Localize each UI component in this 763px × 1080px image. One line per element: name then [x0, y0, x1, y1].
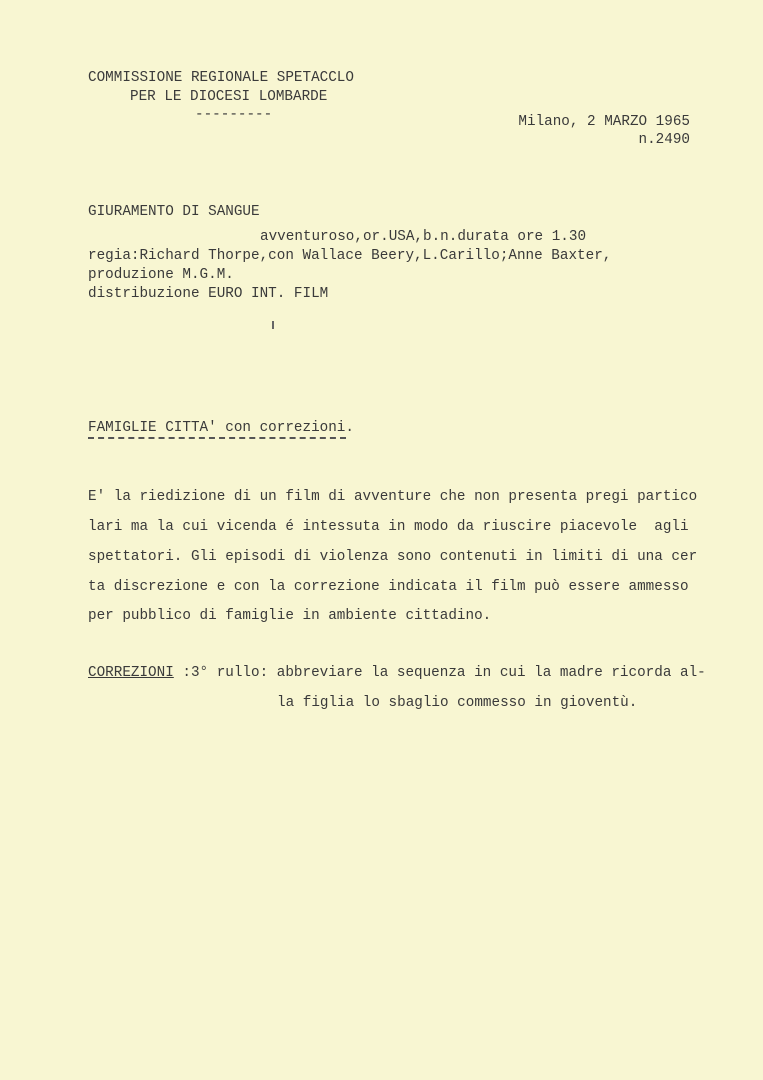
classification-underline	[88, 437, 346, 439]
date: Milano, 2 MARZO 1965	[518, 114, 690, 130]
corrections-line	[88, 664, 706, 682]
film-distribution: distribuzione EURO INT. FILM	[88, 286, 329, 302]
body-line: lari ma la cui vicenda é intessuta in modo da riuscire piacevole agli	[88, 519, 689, 535]
corrections-continuation: la figlia lo sbaglio commesso in gioventù.	[277, 695, 638, 711]
document-number: n.2490	[638, 132, 690, 148]
header-line-2: PER LE DIOCESI LOMBARDE	[130, 89, 328, 105]
film-title: GIURAMENTO DI SANGUE	[88, 204, 260, 220]
corrections-text: :3° rullo: abbreviare la sequenza in cui la madre ricorda al-	[173, 665, 706, 681]
film-direction: regia:Richard Thorpe,con Wallace Beery,L.Carillo;Anne Baxter,	[88, 248, 612, 264]
body-line: per pubblico di famiglie in ambiente cittadino.	[88, 608, 492, 624]
header-line-1: COMMISSIONE REGIONALE SPETACCLO	[88, 70, 354, 86]
body-line: ta discrezione e con la correzione indicata il film può essere ammesso	[88, 579, 689, 595]
film-production: produzione M.G.M.	[88, 267, 234, 283]
classification: FAMIGLIE CITTA' con correzioni.	[88, 420, 354, 436]
body-line: spettatori. Gli episodi di violenza sono contenuti in limiti di una cer	[88, 549, 698, 565]
corrections-label: CORREZIONI	[88, 665, 174, 681]
body-line: E' la riedizione di un film di avventure che non presenta pregi partico	[88, 489, 698, 505]
ink-mark	[272, 321, 274, 329]
header-separator: ---------	[195, 107, 273, 123]
film-info: avventuroso,or.USA,b.n.durata ore 1.30	[260, 229, 587, 245]
